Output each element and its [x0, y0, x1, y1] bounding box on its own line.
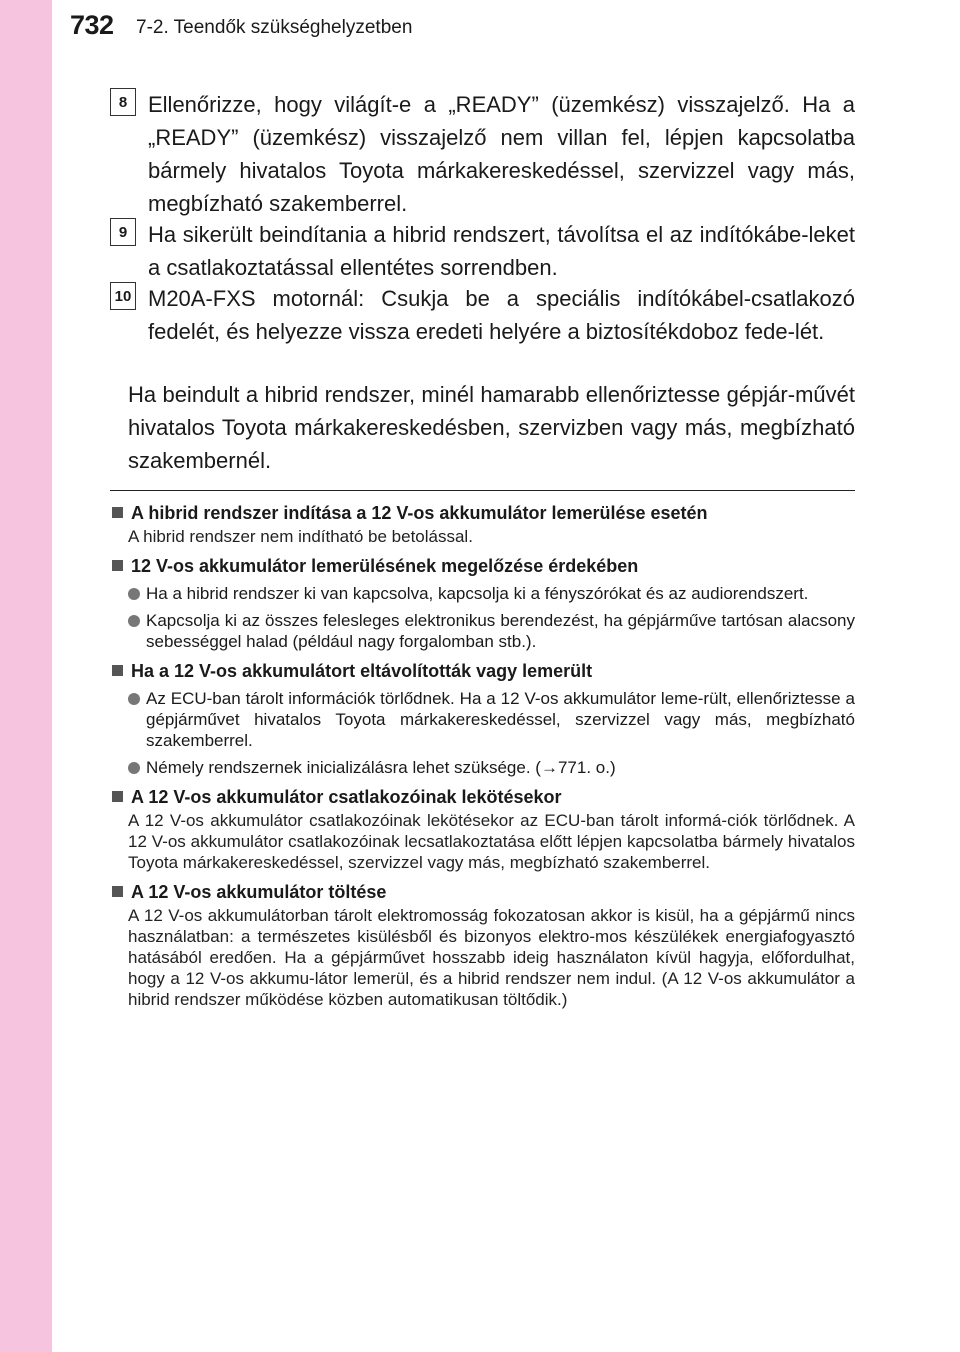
bullet-item: [128, 688, 855, 751]
bullet-item: [128, 757, 855, 778]
note-heading-text: 12 V-os akkumulátor lemerülésének megelőzése érdekében: [131, 556, 639, 576]
step-number-badge: 8: [110, 88, 136, 116]
section-title: 7-2. Teendők szükséghelyzetben: [136, 17, 413, 38]
circle-bullet-icon: [128, 762, 140, 774]
note-heading: [110, 553, 855, 579]
after-steps-paragraph: Ha beindult a hibrid rendszer, minél hamarabb ellenőriztesse gépjár-művét hivatalos Toyota márkakereskedésben, szervizben vagy más, megbízható szakembernél.: [128, 382, 855, 473]
step-text: Ellenőrizze, hogy világít-e a „READY” (üzemkész) visszajelző. Ha a „READY” (üzemkész) visszajelző nem villan fel, lépjen kapcsolatba bármely hivatalos Toyota márkakereskedéssel, szervizzel vagy más, megbízható szakemberrel.: [148, 92, 855, 216]
step-10: [110, 282, 855, 348]
note-block: [110, 784, 855, 873]
step-number-badge: 9: [110, 218, 136, 246]
step-8: [110, 88, 855, 220]
note-block: [110, 879, 855, 1010]
bullet-item: [128, 610, 855, 652]
step-number-badge: 10: [110, 282, 136, 310]
bullet-text[interactable]: Némely rendszernek inicializálásra lehet szüksége. (→771. o.): [146, 758, 616, 777]
square-bullet-icon: [112, 791, 123, 802]
circle-bullet-icon: [128, 615, 140, 627]
step-text: Ha sikerült beindítania a hibrid rendszert, távolítsa el az indítókábe-leket a csatlakoztatással ellentétes sorrendben.: [148, 222, 855, 280]
note-body: A hibrid rendszer nem indítható be betolással.: [128, 527, 473, 546]
note-block: [110, 658, 855, 778]
note-heading-text: A 12 V-os akkumulátor csatlakozóinak lekötésekor: [131, 787, 562, 807]
notes-section: [110, 500, 855, 1016]
note-heading-text: Ha a 12 V-os akkumulátort eltávolították vagy lemerült: [131, 661, 593, 681]
step-text: M20A-FXS motornál: Csukja be a speciális indítókábel-csatlakozó fedelét, és helyezze vissza eredeti helyére a biztosítékdoboz fede-lét.: [148, 286, 855, 344]
note-heading: [110, 879, 855, 905]
note-heading: [110, 784, 855, 810]
step-9: [110, 218, 855, 284]
square-bullet-icon: [112, 665, 123, 676]
note-body: A 12 V-os akkumulátorban tárolt elektromosság fokozatosan akkor is kisül, ha a gépjármű nincs használatban: a természetes kisülésből és bizonyos elektro-mos készülékek energiafogyasztó hatásából eredően. Ha a gépjárművet hosszabb ideig használaton kívül hagyja, előfordulhat, hogy a 12 V-os akkumu-látor lemerül, és a hibrid rendszer nem indul. (A 12 V-os akkumulátor a hibrid rendszer működése közben automatikusan töltődik.): [128, 906, 855, 1009]
note-heading: [110, 500, 855, 526]
bullet-text: Kapcsolja ki az összes felesleges elektronikus berendezést, ha gépjárműve tartósan alacsony sebességgel halad (például nagy forgalomban stb.).: [146, 611, 855, 651]
page-sidebar-band: [0, 0, 52, 1352]
note-body: A 12 V-os akkumulátor csatlakozóinak lekötésekor az ECU-ban tárolt informá-ciók törlődnek. A 12 V-os akkumulátor csatlakozóinak lecsatlakoztatása előtt lépjen kapcsolatba bármely hivatalos Toyota márkakereskedéssel, szervizzel vagy más, megbízható szakemberrel.: [128, 811, 855, 872]
bullet-text: Az ECU-ban tárolt információk törlődnek. Ha a 12 V-os akkumulátor leme-rült, ellenőriztesse a gépjárművet hivatalos Toyota márkakereskedéssel, szervizzel vagy más, megbízható szakemberrel.: [146, 689, 855, 750]
square-bullet-icon: [112, 886, 123, 897]
note-block: [110, 500, 855, 547]
section-divider: [110, 490, 855, 491]
bullet-text: Ha a hibrid rendszer ki van kapcsolva, kapcsolja ki a fényszórókat és az audiorendszert.: [146, 584, 809, 603]
circle-bullet-icon: [128, 588, 140, 600]
square-bullet-icon: [112, 560, 123, 571]
note-heading-text: A 12 V-os akkumulátor töltése: [131, 882, 387, 902]
square-bullet-icon: [112, 507, 123, 518]
note-heading: [110, 658, 855, 684]
note-block: [110, 553, 855, 652]
bullet-item: [128, 583, 855, 604]
page-number: 732: [70, 10, 114, 40]
circle-bullet-icon: [128, 693, 140, 705]
note-heading-text: A hibrid rendszer indítása a 12 V-os akkumulátor lemerülése esetén: [131, 503, 708, 523]
